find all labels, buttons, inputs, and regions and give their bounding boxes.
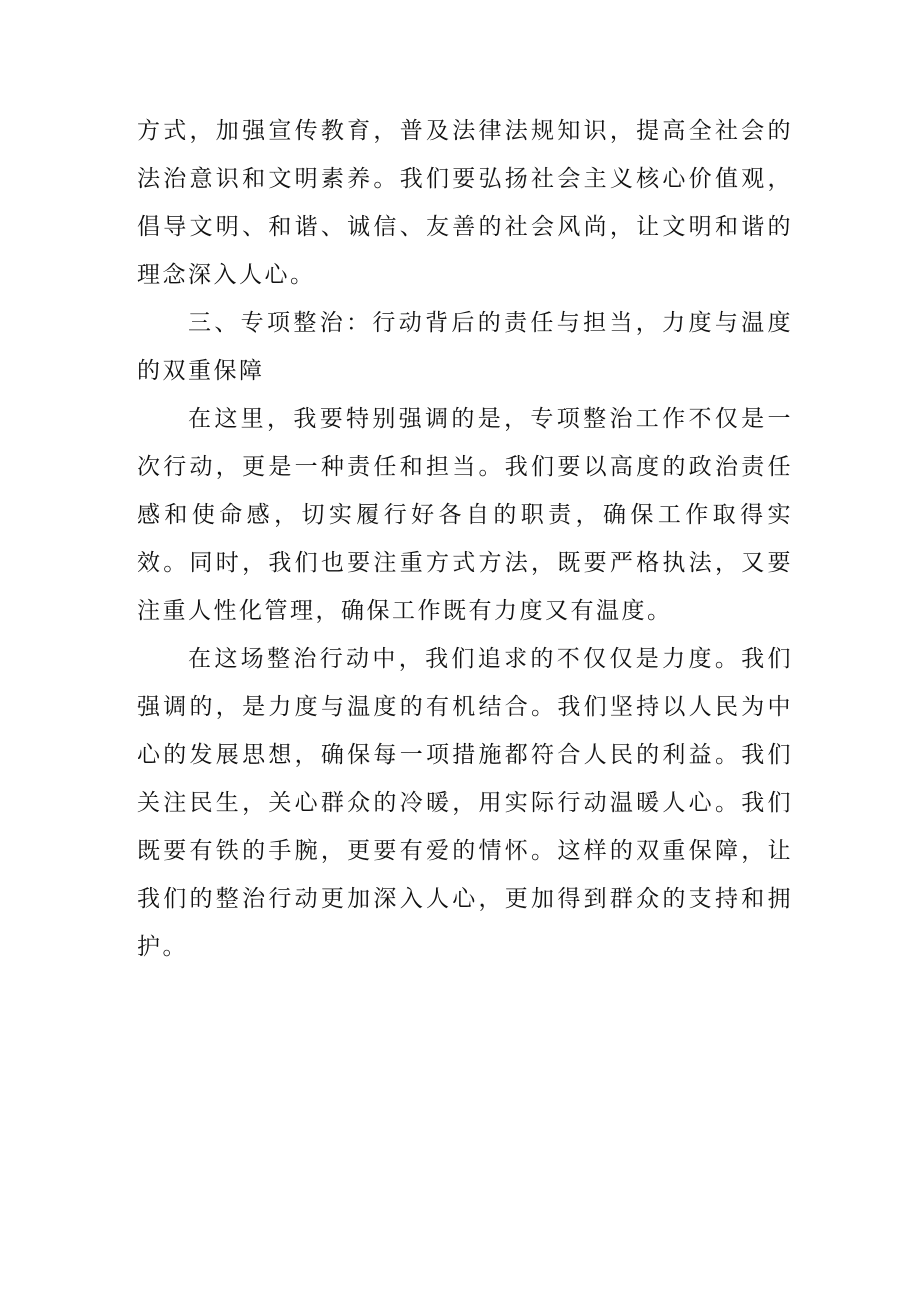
document-body [137, 107, 793, 971]
section-heading-3: 三、专项整治：行动背后的责任与担当，力度与温度的双重保障 [137, 310, 793, 384]
paragraph-1: 方式，加强宣传教育，普及法律法规知识，提高全社会的法治意识和文明素养。我们要弘扬社会主义核心价值观，倡导文明、和谐、诚信、友善的社会风尚，让文明和谐的理念深入人心。 [137, 118, 793, 288]
paragraph-3: 在这场整治行动中，我们追求的不仅仅是力度。我们强调的，是力度与温度的有机结合。我们坚持以人民为中心的发展思想，确保每一项措施都符合人民的利益。我们关注民生，关心群众的冷暖，用实际行动温暖人心。我们既要有铁的手腕，更要有爱的情怀。这样的双重保障，让我们的整治行动更加深入人心，更加得到群众的支持和拥护。 [137, 646, 793, 960]
paragraph-2: 在这里，我要特别强调的是，专项整治工作不仅是一次行动，更是一种责任和担当。我们要以高度的政治责任感和使命感，切实履行好各自的职责，确保工作取得实效。同时，我们也要注重方式方法，既要严格执法，又要注重人性化管理，确保工作既有力度又有温度。 [137, 406, 793, 624]
